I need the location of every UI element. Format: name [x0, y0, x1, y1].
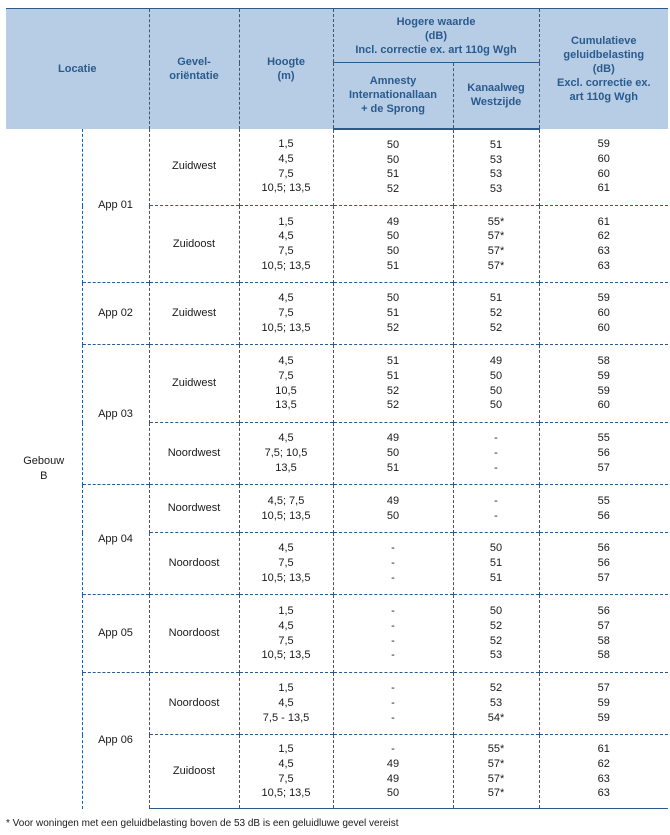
cumulatief-cell: 61 62 63 63	[539, 735, 668, 809]
header-hoogte: Hoogte (m)	[239, 9, 333, 129]
amnesty-cell: - - -	[333, 673, 453, 735]
table-row	[6, 129, 668, 206]
facade-cell: Zuidwest	[149, 283, 239, 345]
hoogte-cell: 4,5 7,5 10,5; 13,5	[239, 283, 333, 345]
header-amnesty: Amnesty Internationallaan + de Sprong	[333, 63, 453, 129]
hoogte-cell: 1,5 4,5 7,5 10,5; 13,5	[239, 206, 333, 283]
amnesty-cell: 50 51 52	[333, 283, 453, 345]
hoogte-cell: 4,5 7,5 10,5; 13,5	[239, 533, 333, 595]
app-cell: App 01	[82, 129, 149, 283]
amnesty-cell: - - - -	[333, 595, 453, 673]
facade-cell: Noordwest	[149, 485, 239, 533]
hoogte-cell: 1,5 4,5 7,5 10,5; 13,5	[239, 129, 333, 206]
facade-cell: Noordoost	[149, 533, 239, 595]
facade-cell: Zuidwest	[149, 129, 239, 206]
table-row	[6, 595, 668, 673]
kanaalweg-cell: 52 53 54*	[453, 673, 539, 735]
facade-cell: Noordwest	[149, 423, 239, 485]
app-cell: App 04	[82, 485, 149, 595]
header-kanaalweg: Kanaalweg Westzijde	[453, 63, 539, 129]
header-cumulatieve-geluidbelasting: Cumulatieve geluidbelasting (dB) Excl. correctie ex. art 110g Wgh	[539, 9, 668, 129]
cumulatief-cell: 55 56	[539, 485, 668, 533]
app-cell: App 06	[82, 673, 149, 809]
table-row	[6, 283, 668, 345]
cumulatief-cell: 59 60 60	[539, 283, 668, 345]
hoogte-cell: 4,5 7,5 10,5 13,5	[239, 345, 333, 423]
amnesty-cell: 49 50	[333, 485, 453, 533]
cumulatief-cell: 56 57 58 58	[539, 595, 668, 673]
building-cell: Gebouw B	[23, 454, 65, 482]
cumulatief-cell: 58 59 59 60	[539, 345, 668, 423]
cumulatief-cell: 55 56 57	[539, 423, 668, 485]
cumulatief-cell: 59 60 60 61	[539, 129, 668, 206]
amnesty-cell: - - -	[333, 533, 453, 595]
kanaalweg-cell: 51 52 52	[453, 283, 539, 345]
table-row	[6, 673, 668, 735]
app-cell: App 05	[82, 595, 149, 673]
amnesty-cell: - 49 49 50	[333, 735, 453, 809]
app-cell: App 03	[82, 345, 149, 485]
header-gevel-orientatie: Gevel- oriëntatie	[149, 9, 239, 129]
facade-cell: Noordoost	[149, 673, 239, 735]
kanaalweg-cell: - - -	[453, 423, 539, 485]
amnesty-cell: 49 50 50 51	[333, 206, 453, 283]
kanaalweg-cell: 51 53 53 53	[453, 129, 539, 206]
cumulatief-cell: 56 56 57	[539, 533, 668, 595]
kanaalweg-cell: - -	[453, 485, 539, 533]
hoogte-cell: 1,5 4,5 7,5 10,5; 13,5	[239, 735, 333, 809]
footnote: * Voor woningen met een geluidbelasting boven de 53 dB is een geluidluwe gevel vereist	[6, 818, 399, 829]
app-cell: App 02	[82, 283, 149, 345]
kanaalweg-cell: 55* 57* 57* 57*	[453, 735, 539, 809]
amnesty-cell: 49 50 51	[333, 423, 453, 485]
header-locatie: Locatie	[6, 9, 149, 129]
amnesty-cell: 51 51 52 52	[333, 345, 453, 423]
facade-cell: Zuidoost	[149, 735, 239, 809]
kanaalweg-cell: 55* 57* 57* 57*	[453, 206, 539, 283]
kanaalweg-cell: 50 52 52 53	[453, 595, 539, 673]
facade-cell: Zuidwest	[149, 345, 239, 423]
header-hogere-waarde: Hogere waarde (dB) Incl. correctie ex. art 110g Wgh	[333, 9, 539, 63]
table-row	[6, 345, 668, 423]
kanaalweg-cell: 50 51 51	[453, 533, 539, 595]
hoogte-cell: 1,5 4,5 7,5 10,5; 13,5	[239, 595, 333, 673]
table-row	[6, 485, 668, 533]
noise-table	[6, 8, 668, 809]
cumulatief-cell: 57 59 59	[539, 673, 668, 735]
amnesty-cell: 50 50 51 52	[333, 129, 453, 206]
facade-cell: Noordoost	[149, 595, 239, 673]
hoogte-cell: 4,5; 7,5 10,5; 13,5	[239, 485, 333, 533]
kanaalweg-cell: 49 50 50 50	[453, 345, 539, 423]
cumulatief-cell: 61 62 63 63	[539, 206, 668, 283]
hoogte-cell: 4,5 7,5; 10,5 13,5	[239, 423, 333, 485]
hoogte-cell: 1,5 4,5 7,5 - 13,5	[239, 673, 333, 735]
facade-cell: Zuidoost	[149, 206, 239, 283]
